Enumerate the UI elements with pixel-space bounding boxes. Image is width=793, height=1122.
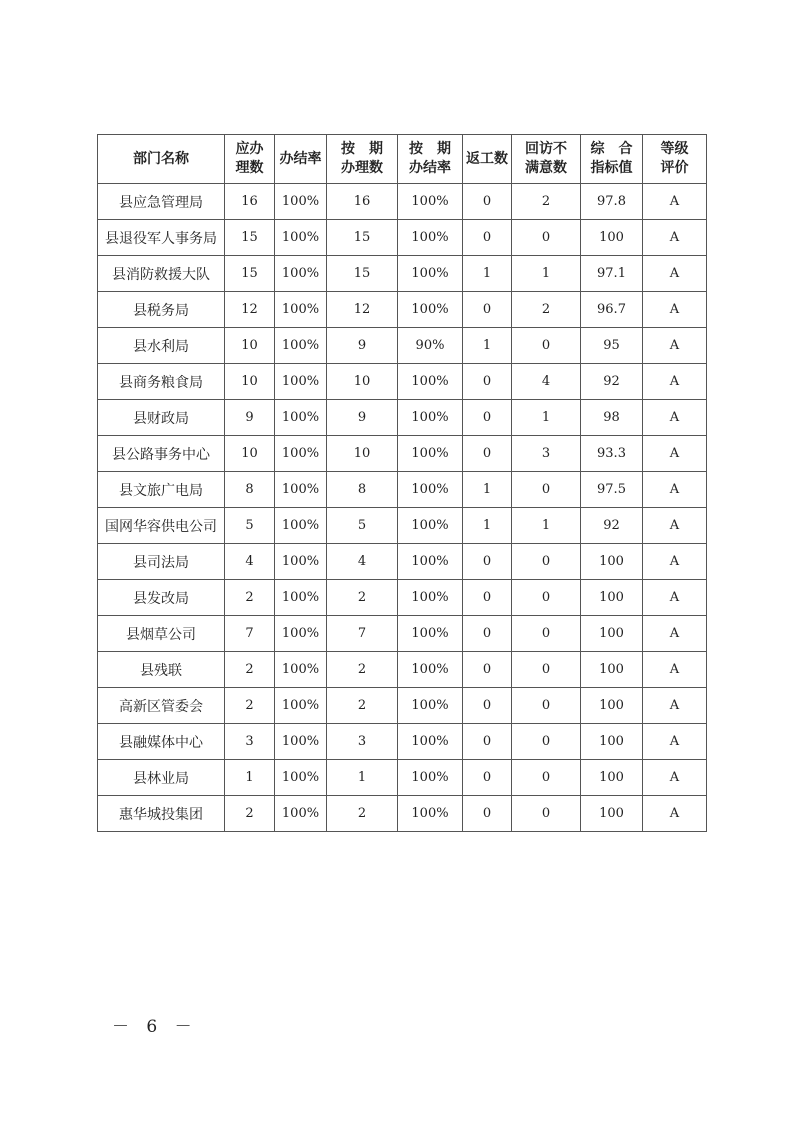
cell-grade: A: [643, 328, 707, 364]
cell-completion-rate: 100%: [275, 760, 327, 796]
header-line: 办理数: [341, 160, 383, 176]
cell-department: 县林业局: [98, 760, 225, 796]
cell-composite-index: 100: [581, 796, 643, 832]
cell-completion-rate: 100%: [275, 508, 327, 544]
table-row: [98, 436, 707, 472]
table-row: [98, 292, 707, 328]
cell-due-count: 2: [225, 796, 275, 832]
cell-due-count: 5: [225, 508, 275, 544]
cell-completion-rate: 100%: [275, 292, 327, 328]
cell-ontime-rate: 100%: [398, 256, 463, 292]
cell-dissatisfied-count: 0: [512, 760, 581, 796]
cell-ontime-rate: 100%: [398, 508, 463, 544]
cell-ontime-count: 12: [327, 292, 398, 328]
header-line: 指标值: [590, 160, 633, 176]
cell-dissatisfied-count: 4: [512, 364, 581, 400]
cell-completion-rate: 100%: [275, 400, 327, 436]
cell-completion-rate: 100%: [275, 616, 327, 652]
cell-ontime-rate: 100%: [398, 580, 463, 616]
cell-rework-count: 0: [463, 616, 512, 652]
cell-department: 县水利局: [98, 328, 225, 364]
cell-ontime-count: 9: [327, 400, 398, 436]
cell-completion-rate: 100%: [275, 796, 327, 832]
cell-dissatisfied-count: 2: [512, 184, 581, 220]
cell-ontime-rate: 100%: [398, 796, 463, 832]
header-department-name: [98, 135, 225, 184]
table-row: [98, 796, 707, 832]
header-ontime-count: [327, 135, 398, 184]
cell-rework-count: 0: [463, 724, 512, 760]
cell-grade: A: [643, 616, 707, 652]
header-line: 办结率: [279, 150, 322, 167]
header-line: 应办: [235, 141, 264, 157]
cell-composite-index: 98: [581, 400, 643, 436]
cell-grade: A: [643, 184, 707, 220]
cell-ontime-count: 2: [327, 652, 398, 688]
cell-department: 县商务粮食局: [98, 364, 225, 400]
cell-department: 县文旅广电局: [98, 472, 225, 508]
cell-grade: A: [643, 292, 707, 328]
cell-ontime-rate: 100%: [398, 724, 463, 760]
table-row: [98, 508, 707, 544]
header-line: 部门名称: [133, 150, 189, 167]
cell-completion-rate: 100%: [275, 256, 327, 292]
cell-ontime-count: 16: [327, 184, 398, 220]
cell-ontime-rate: 100%: [398, 220, 463, 256]
cell-rework-count: 0: [463, 436, 512, 472]
cell-rework-count: 0: [463, 544, 512, 580]
cell-completion-rate: 100%: [275, 328, 327, 364]
cell-rework-count: 0: [463, 292, 512, 328]
cell-department: 县烟草公司: [98, 616, 225, 652]
table-row: [98, 400, 707, 436]
cell-department: 高新区管委会: [98, 688, 225, 724]
header-line: 等级: [660, 141, 689, 157]
cell-dissatisfied-count: 1: [512, 400, 581, 436]
cell-composite-index: 95: [581, 328, 643, 364]
table-row: [98, 544, 707, 580]
header-line: 回访不: [525, 141, 567, 157]
cell-rework-count: 0: [463, 688, 512, 724]
header-line: 按 期: [409, 141, 451, 157]
cell-ontime-count: 2: [327, 796, 398, 832]
cell-composite-index: 93.3: [581, 436, 643, 472]
cell-department: 县融媒体中心: [98, 724, 225, 760]
cell-due-count: 2: [225, 688, 275, 724]
table-row: [98, 184, 707, 220]
header-rework-count: [463, 135, 512, 184]
department-performance-table: [97, 134, 707, 832]
cell-ontime-count: 9: [327, 328, 398, 364]
cell-composite-index: 97.5: [581, 472, 643, 508]
cell-ontime-rate: 100%: [398, 688, 463, 724]
cell-dissatisfied-count: 3: [512, 436, 581, 472]
cell-due-count: 8: [225, 472, 275, 508]
cell-department: 县公路事务中心: [98, 436, 225, 472]
cell-grade: A: [643, 400, 707, 436]
cell-rework-count: 1: [463, 508, 512, 544]
table-row: [98, 220, 707, 256]
cell-ontime-rate: 100%: [398, 400, 463, 436]
cell-completion-rate: 100%: [275, 364, 327, 400]
cell-ontime-count: 15: [327, 256, 398, 292]
table-row: [98, 616, 707, 652]
cell-dissatisfied-count: 0: [512, 688, 581, 724]
cell-grade: A: [643, 472, 707, 508]
cell-completion-rate: 100%: [275, 652, 327, 688]
cell-due-count: 7: [225, 616, 275, 652]
cell-grade: A: [643, 760, 707, 796]
cell-rework-count: 0: [463, 796, 512, 832]
cell-grade: A: [643, 652, 707, 688]
table-row: [98, 724, 707, 760]
cell-completion-rate: 100%: [275, 544, 327, 580]
cell-composite-index: 100: [581, 724, 643, 760]
cell-ontime-rate: 100%: [398, 616, 463, 652]
cell-due-count: 1: [225, 760, 275, 796]
cell-ontime-rate: 100%: [398, 544, 463, 580]
cell-composite-index: 92: [581, 364, 643, 400]
cell-ontime-count: 10: [327, 436, 398, 472]
cell-dissatisfied-count: 0: [512, 544, 581, 580]
cell-department: 县发改局: [98, 580, 225, 616]
cell-completion-rate: 100%: [275, 184, 327, 220]
table-row: [98, 760, 707, 796]
cell-grade: A: [643, 364, 707, 400]
header-line: 评价: [660, 160, 689, 176]
cell-composite-index: 92: [581, 508, 643, 544]
cell-department: 县消防救援大队: [98, 256, 225, 292]
cell-department: 国网华容供电公司: [98, 508, 225, 544]
cell-due-count: 2: [225, 580, 275, 616]
cell-ontime-count: 2: [327, 688, 398, 724]
cell-grade: A: [643, 796, 707, 832]
table-row: [98, 364, 707, 400]
cell-due-count: 12: [225, 292, 275, 328]
cell-rework-count: 0: [463, 760, 512, 796]
cell-composite-index: 100: [581, 580, 643, 616]
header-line: 综 合: [590, 141, 633, 157]
header-ontime-rate: [398, 135, 463, 184]
cell-department: 惠华城投集团: [98, 796, 225, 832]
cell-ontime-count: 3: [327, 724, 398, 760]
cell-ontime-rate: 100%: [398, 652, 463, 688]
cell-grade: A: [643, 508, 707, 544]
cell-ontime-rate: 100%: [398, 436, 463, 472]
cell-department: 县司法局: [98, 544, 225, 580]
cell-grade: A: [643, 436, 707, 472]
cell-grade: A: [643, 724, 707, 760]
cell-dissatisfied-count: 0: [512, 472, 581, 508]
cell-ontime-rate: 100%: [398, 184, 463, 220]
cell-dissatisfied-count: 0: [512, 724, 581, 760]
table-body: [98, 184, 707, 832]
cell-composite-index: 100: [581, 616, 643, 652]
table-row: [98, 580, 707, 616]
cell-grade: A: [643, 688, 707, 724]
cell-due-count: 15: [225, 256, 275, 292]
cell-composite-index: 100: [581, 220, 643, 256]
cell-ontime-rate: 100%: [398, 292, 463, 328]
cell-dissatisfied-count: 1: [512, 508, 581, 544]
header-line: 办结率: [409, 160, 451, 176]
header-completion-rate: [275, 135, 327, 184]
cell-due-count: 15: [225, 220, 275, 256]
cell-due-count: 10: [225, 364, 275, 400]
cell-rework-count: 0: [463, 184, 512, 220]
cell-due-count: 16: [225, 184, 275, 220]
cell-composite-index: 97.1: [581, 256, 643, 292]
cell-dissatisfied-count: 1: [512, 256, 581, 292]
cell-ontime-count: 4: [327, 544, 398, 580]
table-row: [98, 328, 707, 364]
cell-dissatisfied-count: 0: [512, 580, 581, 616]
cell-composite-index: 100: [581, 760, 643, 796]
cell-completion-rate: 100%: [275, 436, 327, 472]
table-header-row: [98, 135, 707, 184]
cell-grade: A: [643, 256, 707, 292]
table-row: [98, 688, 707, 724]
cell-due-count: 10: [225, 436, 275, 472]
cell-rework-count: 0: [463, 652, 512, 688]
cell-rework-count: 1: [463, 328, 512, 364]
cell-ontime-rate: 100%: [398, 364, 463, 400]
cell-dissatisfied-count: 0: [512, 220, 581, 256]
cell-ontime-count: 5: [327, 508, 398, 544]
cell-grade: A: [643, 220, 707, 256]
cell-ontime-count: 8: [327, 472, 398, 508]
page-number: － 6 －: [112, 1017, 198, 1037]
cell-due-count: 2: [225, 652, 275, 688]
cell-grade: A: [643, 580, 707, 616]
cell-rework-count: 1: [463, 256, 512, 292]
header-line: 理数: [235, 160, 264, 176]
cell-department: 县退役军人事务局: [98, 220, 225, 256]
cell-ontime-count: 15: [327, 220, 398, 256]
cell-completion-rate: 100%: [275, 580, 327, 616]
header-due-count: [225, 135, 275, 184]
cell-ontime-rate: 100%: [398, 472, 463, 508]
header-composite-index: [581, 135, 643, 184]
cell-department: 县财政局: [98, 400, 225, 436]
table-row: [98, 256, 707, 292]
header-grade: [643, 135, 707, 184]
cell-completion-rate: 100%: [275, 688, 327, 724]
cell-rework-count: 0: [463, 400, 512, 436]
cell-ontime-count: 2: [327, 580, 398, 616]
cell-grade: A: [643, 544, 707, 580]
header-line: 满意数: [525, 160, 567, 176]
cell-rework-count: 0: [463, 580, 512, 616]
cell-composite-index: 96.7: [581, 292, 643, 328]
cell-completion-rate: 100%: [275, 724, 327, 760]
cell-dissatisfied-count: 2: [512, 292, 581, 328]
header-line: 按 期: [341, 141, 383, 157]
cell-ontime-rate: 90%: [398, 328, 463, 364]
cell-due-count: 4: [225, 544, 275, 580]
cell-completion-rate: 100%: [275, 472, 327, 508]
cell-rework-count: 1: [463, 472, 512, 508]
header-dissatisfied-count: [512, 135, 581, 184]
cell-due-count: 3: [225, 724, 275, 760]
cell-completion-rate: 100%: [275, 220, 327, 256]
cell-dissatisfied-count: 0: [512, 652, 581, 688]
table-row: [98, 472, 707, 508]
cell-ontime-count: 7: [327, 616, 398, 652]
cell-composite-index: 100: [581, 544, 643, 580]
cell-rework-count: 0: [463, 220, 512, 256]
cell-dissatisfied-count: 0: [512, 796, 581, 832]
cell-department: 县税务局: [98, 292, 225, 328]
cell-department: 县残联: [98, 652, 225, 688]
cell-dissatisfied-count: 0: [512, 328, 581, 364]
cell-ontime-rate: 100%: [398, 760, 463, 796]
cell-department: 县应急管理局: [98, 184, 225, 220]
cell-composite-index: 100: [581, 652, 643, 688]
cell-ontime-count: 10: [327, 364, 398, 400]
table-row: [98, 652, 707, 688]
cell-composite-index: 97.8: [581, 184, 643, 220]
cell-rework-count: 0: [463, 364, 512, 400]
cell-due-count: 10: [225, 328, 275, 364]
cell-dissatisfied-count: 0: [512, 616, 581, 652]
cell-due-count: 9: [225, 400, 275, 436]
cell-composite-index: 100: [581, 688, 643, 724]
cell-ontime-count: 1: [327, 760, 398, 796]
header-line: 返工数: [466, 150, 508, 167]
